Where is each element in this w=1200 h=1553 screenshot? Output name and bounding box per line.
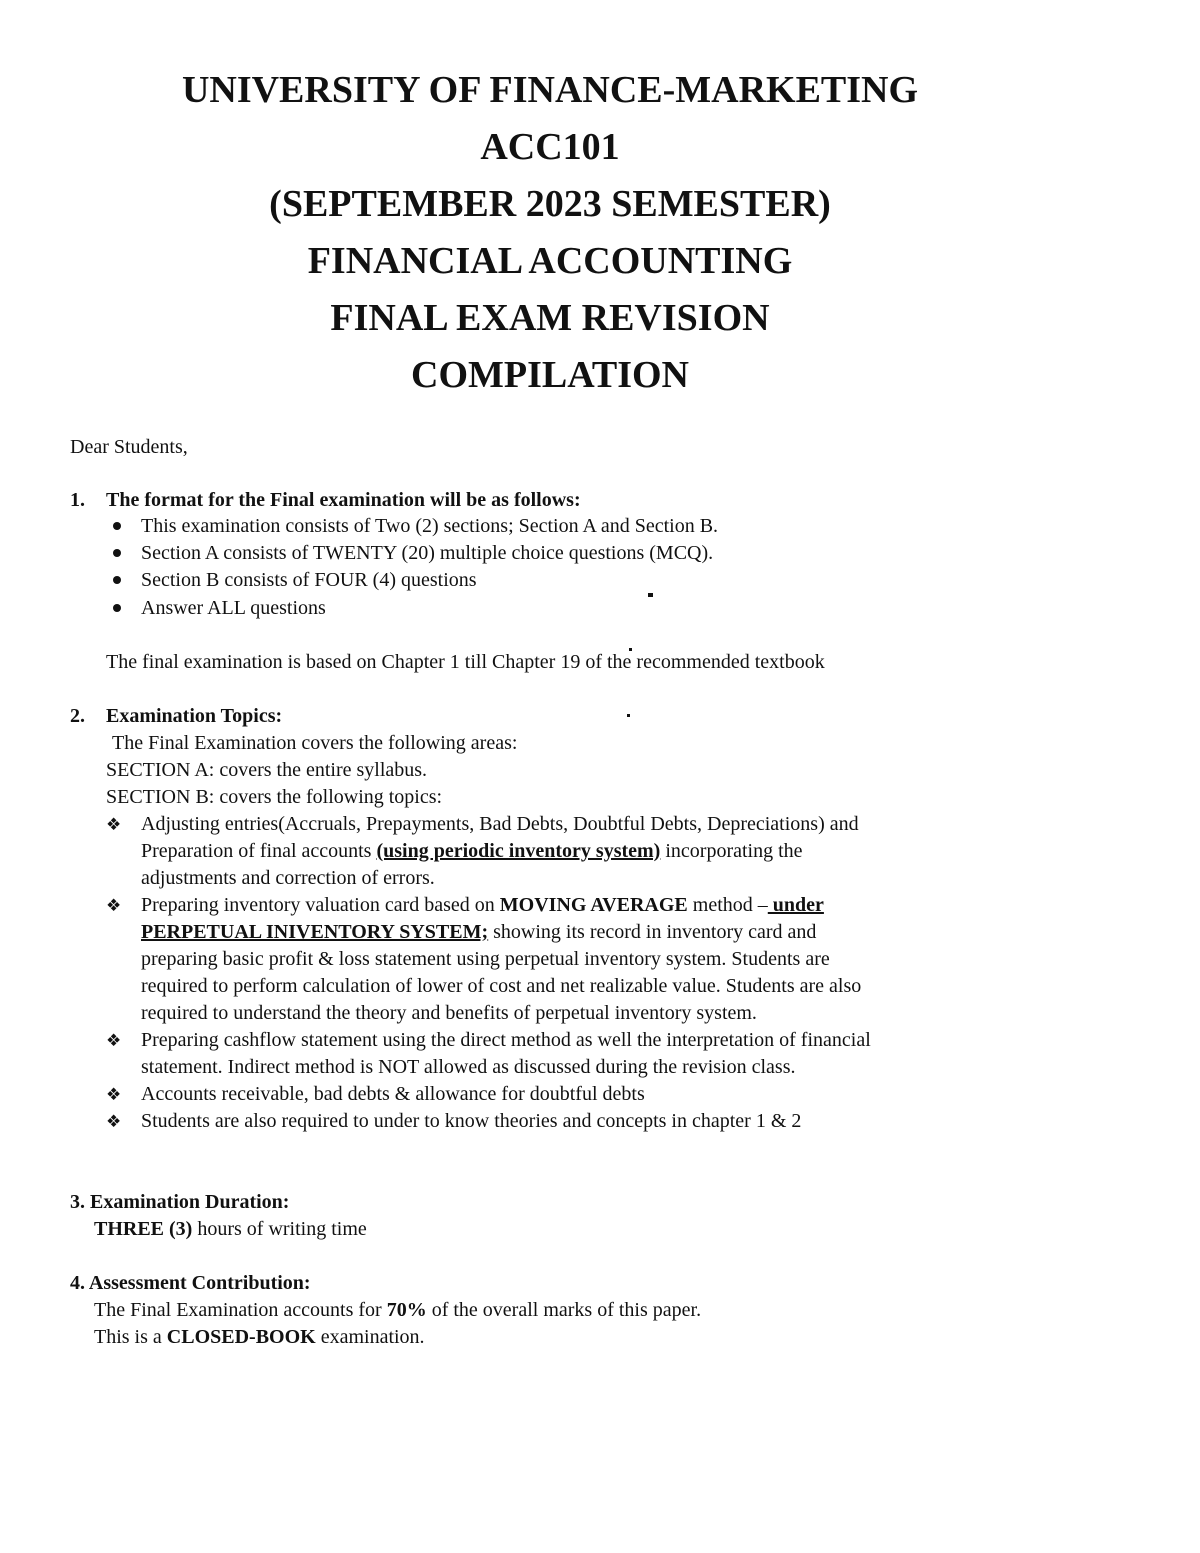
- section4-closed-book: CLOSED-BOOK: [166, 1326, 316, 1348]
- title-compilation: COMPILATION: [411, 354, 689, 396]
- diamond-bullet-icon: ❖: [106, 1031, 122, 1050]
- section3-heading: 3. Examination Duration:: [70, 1191, 290, 1213]
- title-revision: FINAL EXAM REVISION: [330, 297, 770, 339]
- section4-line2-tail: examination.: [315, 1326, 425, 1348]
- topic2-line2: [141, 919, 816, 946]
- section3-duration: [94, 1216, 367, 1243]
- section4-line1-tail: of the overall marks of this paper.: [426, 1299, 702, 1321]
- section2-number: 2.: [70, 705, 85, 727]
- topic2-line1: [141, 892, 824, 919]
- section3-duration-text: hours of writing time: [192, 1218, 367, 1240]
- scan-speck: [648, 593, 653, 597]
- topic2-perpetual-system: PERPETUAL INIVENTORY SYSTEM;: [141, 921, 489, 943]
- topic3-line2: statement. Indirect method is NOT allowed as discussed during the revision class.: [141, 1056, 796, 1078]
- topic1-periodic-emphasis: (using periodic inventory system): [376, 840, 661, 862]
- section1-bullet-4: Answer ALL questions: [141, 597, 326, 619]
- section4-heading: 4. Assessment Contribution:: [70, 1272, 311, 1294]
- section4-line1: [94, 1297, 701, 1324]
- scan-speck: [627, 714, 630, 717]
- topic1-line2: [141, 838, 803, 865]
- bullet-icon: [113, 604, 121, 612]
- topic4-line: Accounts receivable, bad debts & allowance for doubtful debts: [141, 1083, 645, 1105]
- topic2-line3: preparing basic profit & loss statement using perpetual inventory system. Students are: [141, 948, 830, 970]
- title-university: UNIVERSITY OF FINANCE-MARKETING: [181, 69, 919, 111]
- topic1-line3: adjustments and correction of errors.: [141, 867, 435, 889]
- section1-heading: The format for the Final examination will be as follows:: [106, 489, 581, 511]
- section3-duration-bold: THREE (3): [94, 1218, 193, 1240]
- section1-number: 1.: [70, 489, 85, 511]
- topic1-line2-tail: incorporating the: [660, 840, 803, 862]
- diamond-bullet-icon: ❖: [106, 1085, 122, 1104]
- topic3-line1: Preparing cashflow statement using the direct method as well the interpretation of financial: [141, 1029, 871, 1051]
- title-course-code: ACC101: [480, 126, 620, 168]
- diamond-bullet-icon: ❖: [106, 1112, 122, 1131]
- bullet-icon: [113, 549, 121, 557]
- topic2-line2-tail: showing its record in inventory card and: [488, 921, 817, 943]
- section1-bullet-1: This examination consists of Two (2) sections; Section A and Section B.: [141, 515, 719, 537]
- section2-intro: The Final Examination covers the following areas:: [112, 732, 518, 754]
- title-course-name: FINANCIAL ACCOUNTING: [307, 240, 793, 282]
- greeting: Dear Students,: [70, 436, 188, 458]
- section4-line1-text: The Final Examination accounts for: [94, 1299, 387, 1321]
- topic2-moving-average: MOVING AVERAGE: [499, 894, 688, 916]
- section2-section-b: SECTION B: covers the following topics:: [106, 786, 443, 808]
- topic5-line: Students are also required to under to know theories and concepts in chapter 1 & 2: [141, 1110, 802, 1132]
- bullet-icon: [113, 522, 121, 530]
- topic1-line2-text: Preparation of final accounts: [141, 840, 377, 862]
- topic1-line1: Adjusting entries(Accruals, Prepayments, Bad Debts, Doubtful Debts, Depreciations) and: [141, 813, 859, 835]
- section1-note: The final examination is based on Chapter 1 till Chapter 19 of the recommended textbook: [106, 651, 825, 673]
- section1-bullet-2: Section A consists of TWENTY (20) multiple choice questions (MCQ).: [141, 542, 714, 564]
- title-semester: (SEPTEMBER 2023 SEMESTER): [269, 183, 831, 225]
- diamond-bullet-icon: ❖: [106, 815, 122, 834]
- section2-heading: Examination Topics:: [106, 705, 283, 727]
- section4-line2-text: This is a: [94, 1326, 167, 1348]
- scan-speck: [629, 648, 632, 651]
- diamond-bullet-icon: ❖: [106, 896, 122, 915]
- topic2-under: under: [767, 894, 824, 916]
- section1-bullet-3: Section B consists of FOUR (4) questions: [141, 569, 477, 591]
- section4-line2: [94, 1324, 425, 1351]
- section4-percentage: 70%: [386, 1299, 427, 1321]
- section2-section-a: SECTION A: covers the entire syllabus.: [106, 759, 428, 781]
- topic2-line4: required to perform calculation of lower of cost and net realizable value. Students are also: [141, 975, 862, 997]
- bullet-icon: [113, 576, 121, 584]
- topic2-line1-text: Preparing inventory valuation card based on: [141, 894, 500, 916]
- topic2-line5: required to understand the theory and benefits of perpetual inventory system.: [141, 1002, 757, 1024]
- topic2-method: method –: [687, 894, 768, 916]
- document-title: [0, 62, 1100, 404]
